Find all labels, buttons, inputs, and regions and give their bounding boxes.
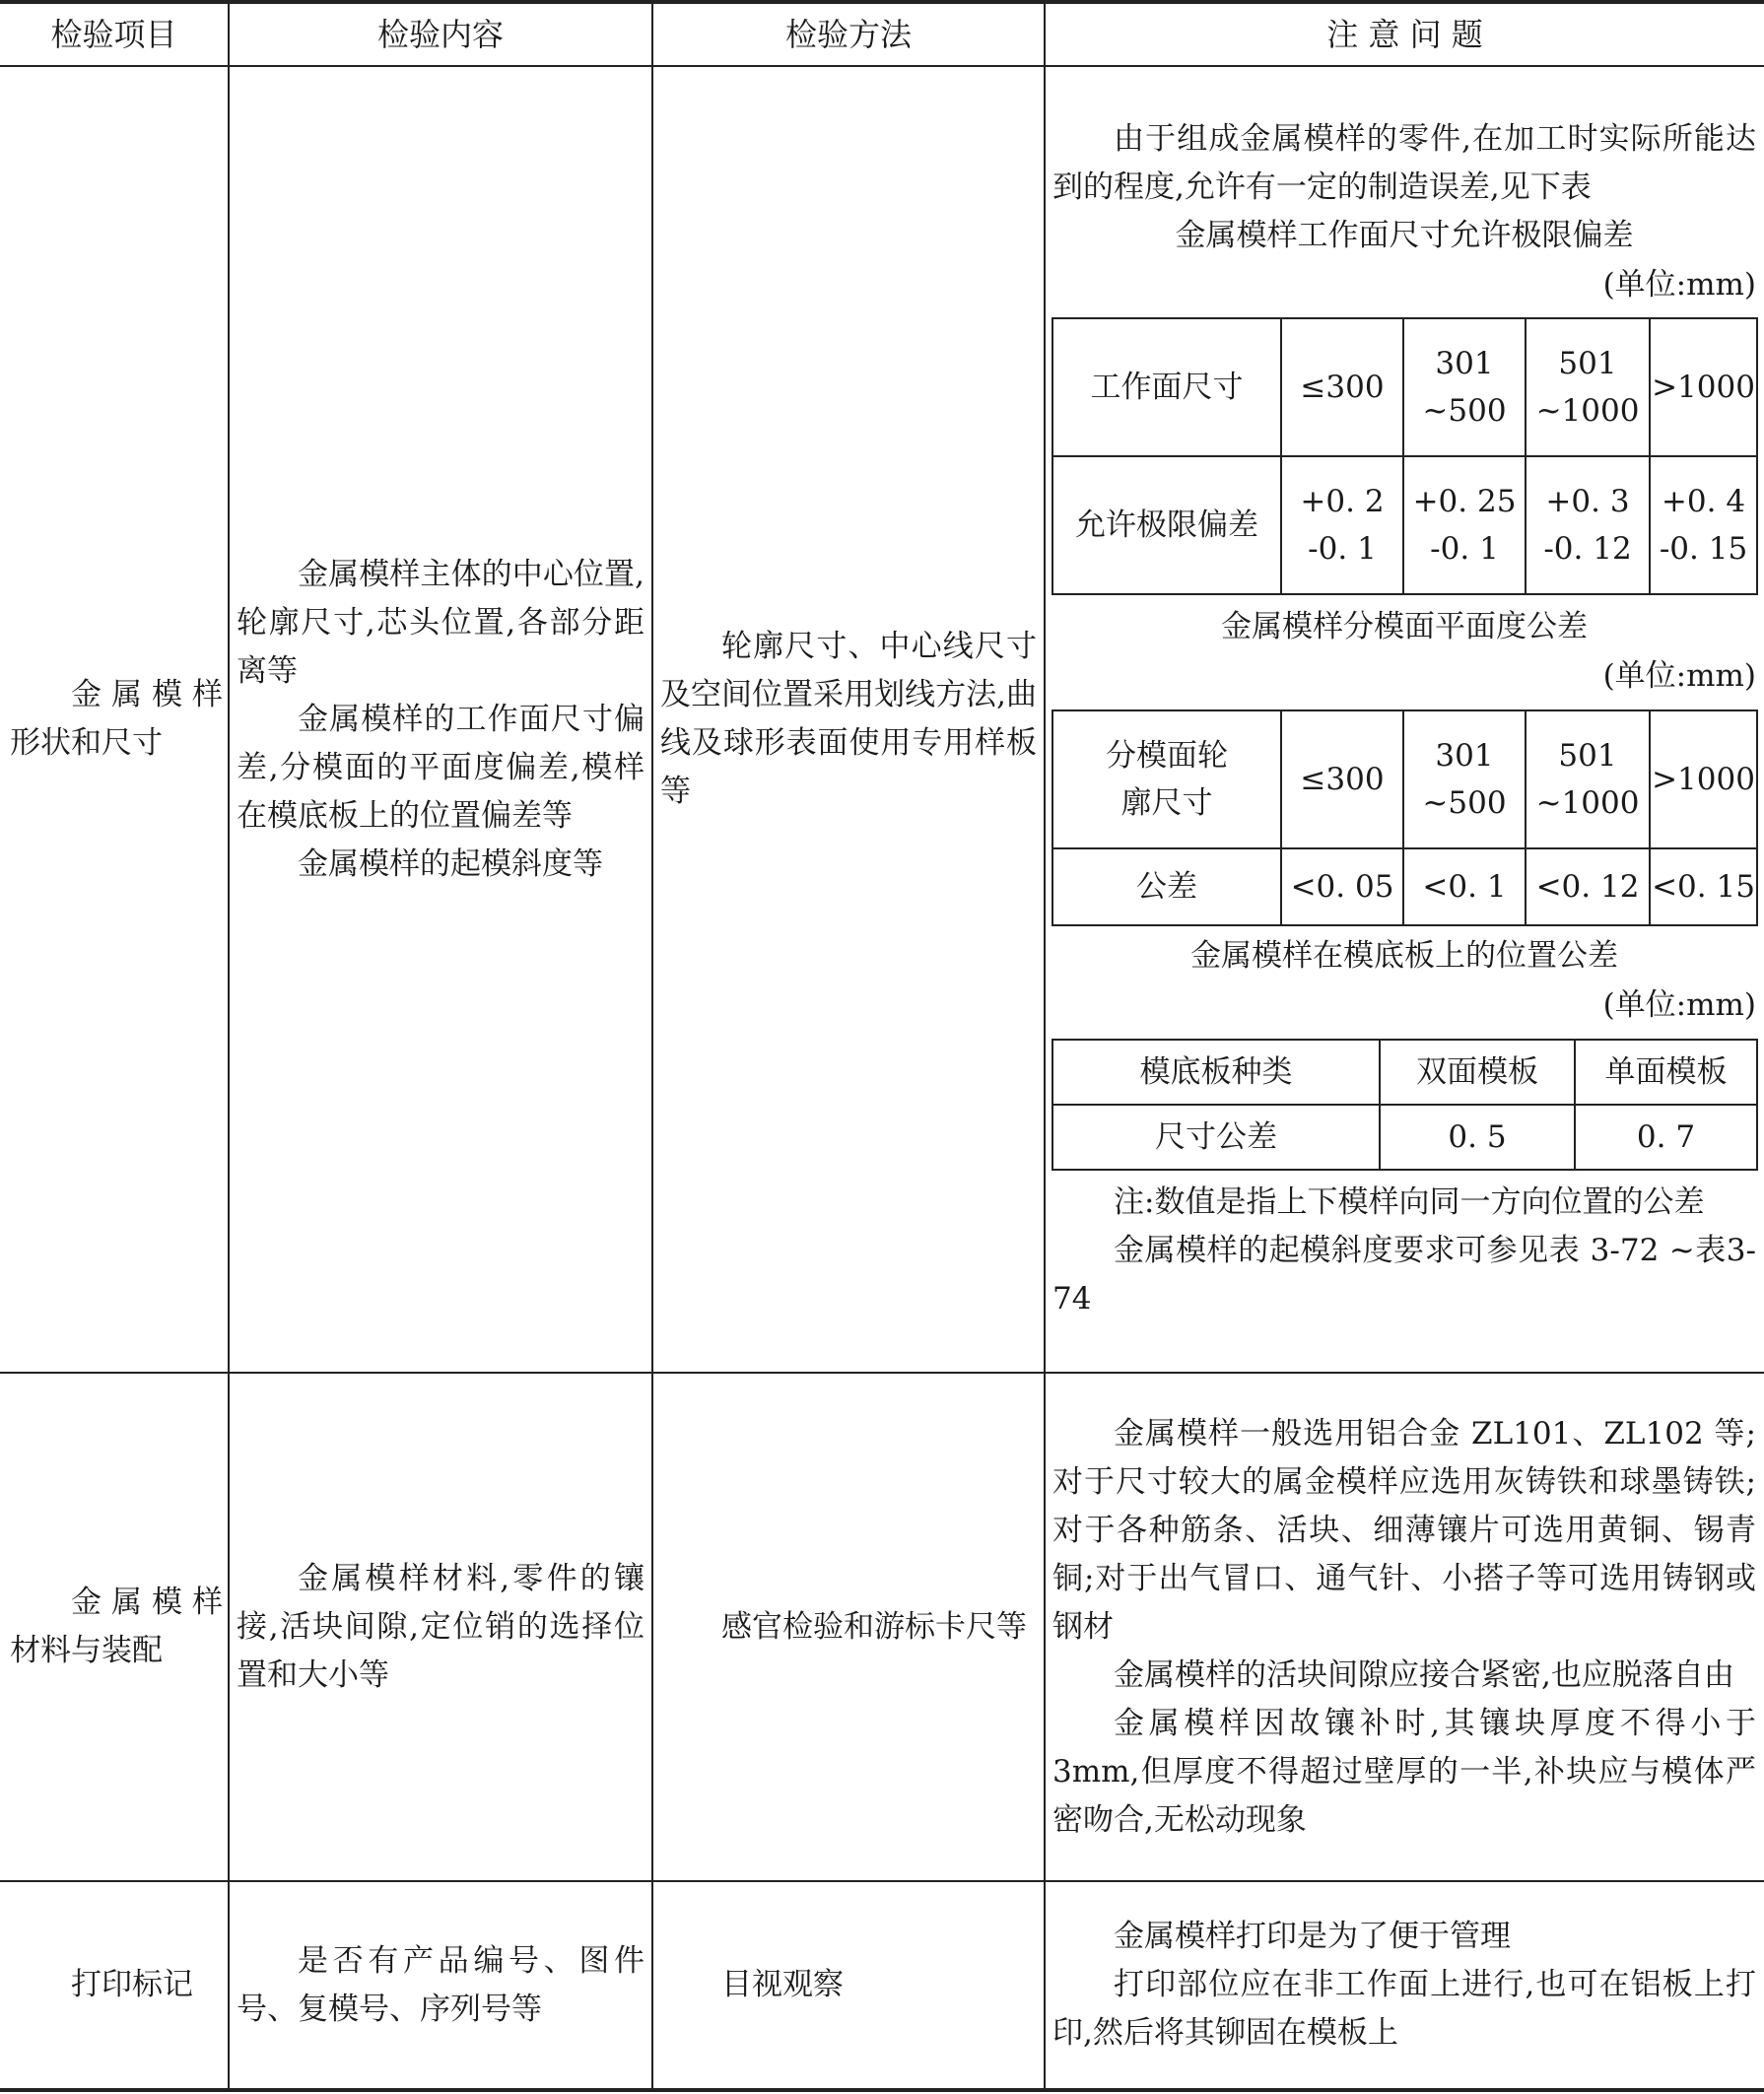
- row2-notes: 金属模样一般选用铝合金 ZL101、ZL102 等;对于尺寸较大的属金模样应选用灰铸铁和球墨铸铁;对于各种筋条、活块、细薄镶片可选用黄铜、锡青铜;对于出气冒口、通气针、小搭子等可选用铸钢或钢材 金属模样的活块间隙应接合紧密,也应脱落自由 金属模样因故镶补时,其镶块厚度不得小于3mm,但厚度不得超过壁厚的一半,补块应与模体严密吻合,无松动现象: [1052, 1415, 1756, 1838]
- table1-unit: (单位:mm): [1602, 267, 1756, 303]
- row2-method: 感官检验和游标卡尺等: [721, 1608, 1027, 1645]
- table2-range-3: 501 ~1000: [1526, 710, 1650, 848]
- row3-method: 目视观察: [721, 1967, 844, 2002]
- row1-method: 轮廓尺寸、中心线尺寸及空间位置采用划线方法,曲线及球形表面使用专用样板等: [660, 629, 1037, 809]
- table1: [1052, 317, 1758, 595]
- table2-range-1: ≤300: [1281, 710, 1403, 848]
- table3-header-2: 双面模板: [1380, 1040, 1575, 1105]
- table1-value-1: +0. 2 -0. 1: [1281, 456, 1403, 594]
- table3: [1052, 1039, 1758, 1171]
- table3-value-1: 0. 5: [1380, 1105, 1575, 1170]
- col-divider-1: [228, 0, 230, 2092]
- header-content: 检验内容: [376, 16, 504, 53]
- table3-header-1: 模底板种类: [1052, 1040, 1380, 1105]
- table3-header-3: 单面模板: [1575, 1040, 1757, 1105]
- row1-content: 金属模样主体的中心位置,轮廓尺寸,芯头位置,各部分距离等 金属模样的工作面尺寸偏差,分模面的平面度偏差,模样在模底板上的位置偏差等 金属模样的起模斜度等: [237, 556, 645, 882]
- table3-unit: (单位:mm): [1602, 987, 1756, 1023]
- table1-header-label: 工作面尺寸: [1052, 318, 1281, 456]
- table1-title: 金属模样工作面尺寸允许极限偏差: [1175, 218, 1634, 253]
- table2-range-2: 301 ~500: [1403, 710, 1526, 848]
- table3-value-2: 0. 7: [1575, 1105, 1757, 1170]
- col-divider-3: [1044, 0, 1046, 2092]
- table3-row-label: 尺寸公差: [1052, 1105, 1380, 1170]
- col-divider-2: [651, 0, 653, 2092]
- table2-value-1: <0. 05: [1281, 848, 1403, 925]
- table2-unit: (单位:mm): [1602, 658, 1756, 694]
- row2-item: 金属模样材料与装配: [10, 1585, 223, 1668]
- row3-content: 是否有产品编号、图件号、复模号、序列号等: [237, 1942, 645, 2027]
- table2-value-3: <0. 12: [1526, 848, 1650, 925]
- header-item: 检验项目: [50, 16, 177, 53]
- table1-value-2: +0. 25 -0. 1: [1403, 456, 1526, 594]
- table2-header-label: 分模面轮 廓尺寸: [1052, 710, 1281, 848]
- table1-range-4: >1000: [1650, 318, 1757, 456]
- table1-range-3: 501 ~1000: [1526, 318, 1650, 456]
- table2-row-label: 公差: [1052, 848, 1281, 925]
- table1-range-2: 301 ~500: [1403, 318, 1526, 456]
- table1-range-1: ≤300: [1281, 318, 1403, 456]
- row1-item: 金属模样形状和尺寸: [10, 677, 223, 761]
- header-method: 检验方法: [784, 16, 912, 53]
- table2-value-2: <0. 1: [1403, 848, 1526, 925]
- table2-value-4: <0. 15: [1650, 848, 1757, 925]
- row3-item: 打印标记: [71, 1967, 193, 2002]
- table3-title: 金属模样在模底板上的位置公差: [1190, 938, 1618, 974]
- table1-value-3: +0. 3 -0. 12: [1526, 456, 1650, 594]
- table1-value-4: +0. 4 -0. 15: [1650, 456, 1757, 594]
- table1-row-label: 允许极限偏差: [1052, 456, 1281, 594]
- header-notes: 注 意 问 题: [1326, 16, 1483, 53]
- bottom-rule: [0, 2088, 1764, 2092]
- table2-range-4: >1000: [1650, 710, 1757, 848]
- row1-notes-footer: 注:数值是指上下模样向同一方向位置的公差 金属模样的起模斜度要求可参见表 3-72 ~表3-74: [1052, 1184, 1756, 1317]
- row3-notes: 金属模样打印是为了便于管理 打印部位应在非工作面上进行,也可在铝板上打印,然后将其铆固在模板上: [1052, 1919, 1756, 2051]
- row1-notes-intro: 由于组成金属模样的零件,在加工时实际所能达到的程度,允许有一定的制造误差,见下表: [1052, 121, 1756, 205]
- table2: [1052, 709, 1758, 926]
- table2-title: 金属模样分模面平面度公差: [1221, 609, 1588, 644]
- row2-content: 金属模样材料,零件的镶接,活块间隙,定位销的选择位置和大小等: [237, 1560, 645, 1693]
